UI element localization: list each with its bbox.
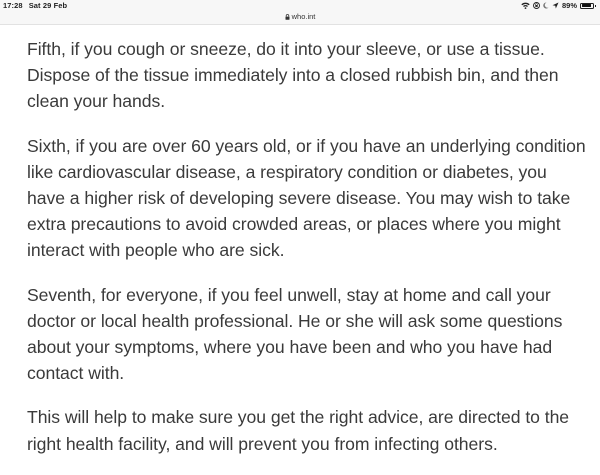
battery-percent: 89% — [561, 1, 577, 10]
article-paragraph-advice: This will help to make sure you get the right advice, are directed to the right health facility, and will prevent you from infecting others. — [27, 407, 570, 454]
status-clock — [3, 1, 67, 10]
article-content — [27, 36, 587, 475]
screen-rotation-lock-icon — [533, 2, 540, 9]
status-indicators — [521, 1, 594, 10]
browser-top-bar — [0, 0, 600, 25]
article-paragraph-fifth: Fifth, if you cough or sneeze, do it into your sleeve, or use a tissue. Dispose of the tissue immediately into a closed rubbish bin, and then clean your hands. — [27, 39, 559, 112]
moon-icon — [543, 2, 549, 9]
location-icon — [552, 2, 559, 9]
article-paragraph-sixth: Sixth, if you are over 60 years old, or if you have an underlying condition like cardiovascular disease, a respiratory condition or diabetes, you have a higher risk of developing severe disease. You may wish to take extra precautions to avoid crowded areas, or places where you might interact with people who are sick. — [27, 135, 586, 261]
lock-icon — [285, 13, 290, 22]
address-bar[interactable] — [0, 12, 600, 22]
wifi-icon — [521, 2, 530, 9]
url-text: who.int — [291, 12, 316, 21]
battery-icon — [580, 3, 594, 9]
status-time: 17:28 — [3, 1, 23, 10]
status-date: Sat 29 Feb — [28, 1, 68, 10]
article-paragraph-seventh: Seventh, for everyone, if you feel unwell, stay at home and call your doctor or local health professional. He or she will ask some questions about your symptoms, where you have been and who you have had contact with. — [27, 284, 563, 384]
